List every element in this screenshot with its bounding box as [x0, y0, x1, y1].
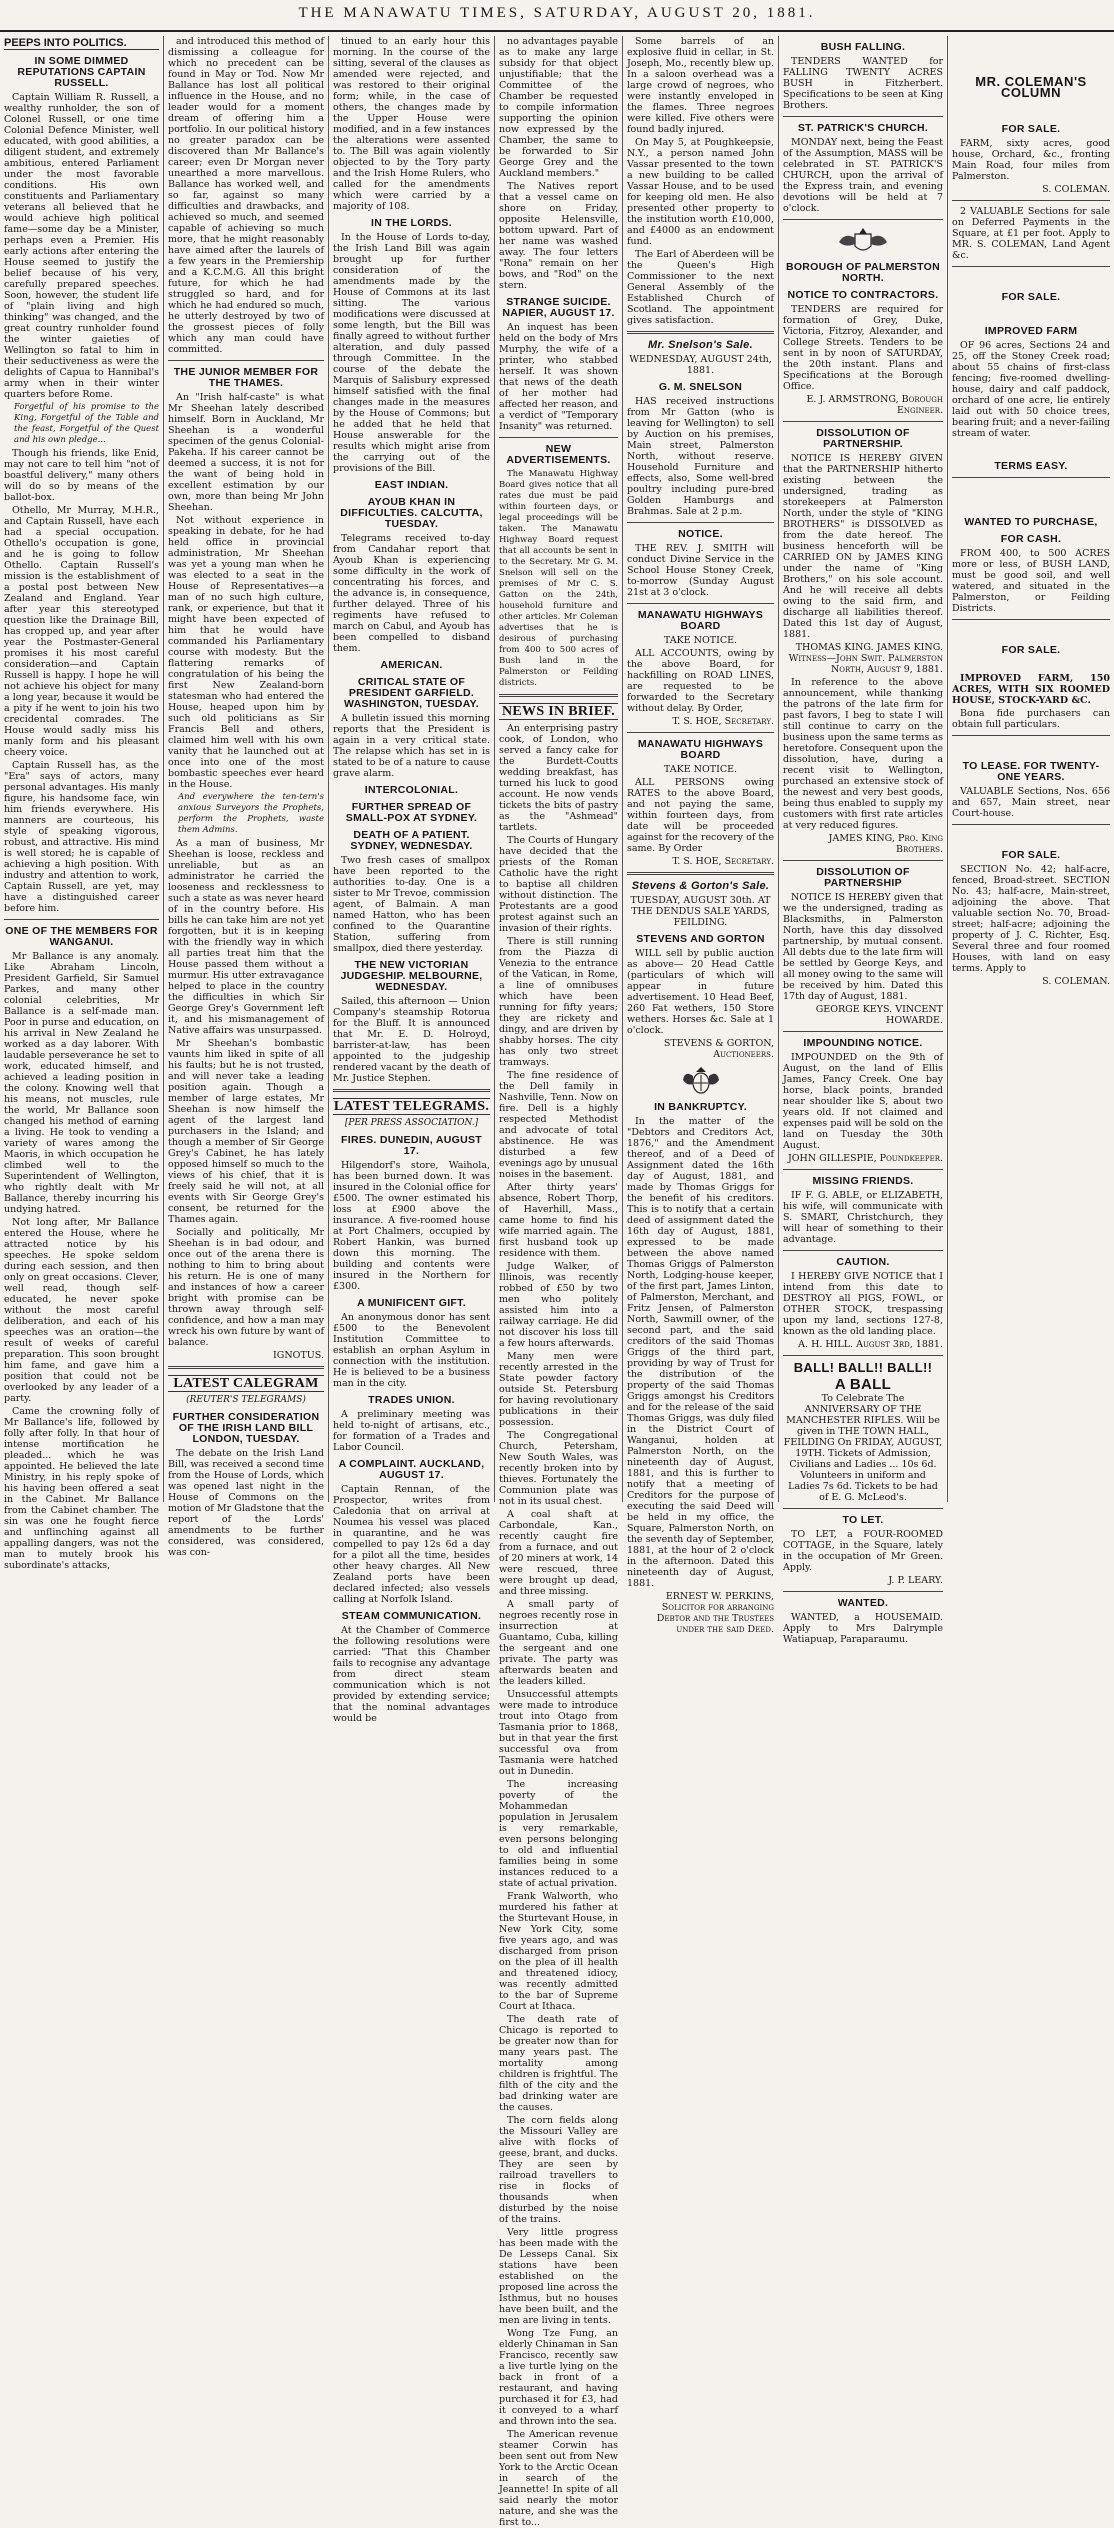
ad-body: In reference to the above announcement, while thanking the patrons of the late firm for past favors, I beg to state I will still continue to carry on the business upon the same terms as heretofore. Consequent upon the dissolution, have, during a recent visit to Wellington, purchased an extensive stock of the newest and very best goods, being thus enabled to supply my customers with first rate articles at very reduced figures.	[783, 677, 943, 831]
ad-body: THE REV. J. SMITH will conduct Divine Service in the School House Stoney Creek, to-morrow (Sunday August 21st at 3 o'clock.	[627, 543, 774, 598]
ad-body: FARM, sixty acres, good house, Orchard, &c., fronting Main Road, four miles from Palmerston.	[952, 138, 1110, 182]
ad-body: In the matter of the "Debtors and Creditors Act, 1876," and the Amendment thereof, and of a Deed of Assignment dated the 16th day of August, 1881, and made by Thomas Griggs for the benefit of his creditors. This is to notify that a certain deed of assignment dated the 16th day of August, 1881, expressed to be made between the above named Thomas Griggs of Palmerston North, Lodging-house keeper, of the first part, James Linton, of Palmerston, Merchant, and Fritz Jensen, of Palmerston North, Sawmill owner, of the second part, and the said creditors of the said Thomas Griggs of the third part, providing by way of Trust for the distribution of the property of the said Thomas Griggs amongst his Creditors and for the release of the said Thomas Griggs, was duly filed in the District Court of Wanganui, holden at Palmerston North, on the nineteenth day of August, 1881, and this is further to notify that a meeting of Creditors for the purpose of executing the said Deed will be held in my office, the Square, Palmerston North, on the seventh day of September, 1881, at the hour of 2 o'clock in the afternoon. Dated this nineteenth day of August, 1881.	[627, 1116, 774, 1589]
divider	[783, 219, 943, 220]
paragraph: As a man of business, Mr Sheehan is loose, reckless and unreliable, but as an administrator he carried the looseness and recklessness to such a state as was never heard of in the country before. His bills he can take him are not yet forgotten, but it is in keeping with the friendly way in which all parties treat him that the House passed them without a murmur. His utter extravagance helped to place in the country the difficulties in which Sir George Grey's Government left it, and his mismanagement of Native affairs was unsurpassed.	[168, 838, 324, 1036]
section-banner: NEWS IN BRIEF.	[499, 703, 618, 720]
column-3	[328, 36, 494, 1724]
ad-signature: THOMAS KING. JAMES KING. Witness—John Swit. Palmerston North, August 9, 1881.	[788, 642, 943, 675]
paragraph: Some barrels of an explosive fluid in cellar, in St. Joseph, Mo., recently blew up. In a saloon overhead was a large crowd of negroes, who were instantly enveloped in the flames. Three negroes were killed. Five others were found badly injured.	[627, 36, 774, 135]
ad-heading: IMPROVED FARM	[984, 325, 1078, 337]
ad-heading: Mr. Snelson's Sale.	[648, 339, 753, 351]
ad-body: WANTED, a HOUSEMAID. Apply to Mrs Dalrymple Watiapuap, Paraparaumu.	[783, 1612, 943, 1645]
ad-subheading: TAKE NOTICE.	[663, 635, 738, 646]
ad-heading: A BALL	[834, 1376, 892, 1393]
divider	[783, 1591, 943, 1592]
divider	[783, 1250, 943, 1251]
ad-heading: MISSING FRIENDS.	[812, 1175, 914, 1187]
divider	[4, 919, 159, 920]
ad-heading: FOR SALE.	[1001, 849, 1061, 861]
column-4	[494, 36, 622, 2528]
ad-heading: BALL! BALL!! BALL!!	[793, 1360, 933, 1375]
newspaper-page	[0, 32, 1114, 2528]
divider	[627, 732, 774, 733]
divider	[783, 116, 943, 117]
ad-body: NOTICE IS HEREBY GIVEN that the PARTNERSHIP hitherto existing between the undersigned, trading as storekeepers at Palmerston North, under the style of "KING BROTHERS" is DISSOLVED as from the date hereof. The business henceforth will be CARRIED ON by JAMES KING under the name of "King Brothers," on his sole account. And he will receive all debts owing to the said firm, and discharge all liabilities thereof. Dated this 1st day of August, 1881.	[783, 453, 943, 640]
ad-date: WEDNESDAY, AUGUST 24th, 1881.	[629, 354, 772, 376]
divider	[627, 872, 774, 875]
paragraph: Not without experience in speaking in debate, for he had held office in provincial administration, Mr Sheehan was yet a young man when he was elected to a seat in the House of Representatives—a man of no such high culture, rank, or experience, but that it might have been expected of him that he would have commanded his Parliamentary course with modesty. But the flattering remarks of congratulation of his being the first New Zealand-born statesman who had entered the House, heaped upon him by such old politicians as Sir Francis Bell and others, claimed him well with his own vanity that he launched out at once into one of the most bombastic speeches ever heard in the House.	[168, 515, 324, 790]
ad-signature: T. S. HOE, Secretary.	[672, 856, 774, 867]
article-heading: FIRES. DUNEDIN, AUGUST 17.	[341, 1134, 482, 1157]
divider	[952, 735, 1110, 736]
divider	[499, 694, 618, 697]
ad-heading: BUSH FALLING.	[820, 41, 906, 53]
ad-heading: FOR SALE.	[1001, 644, 1061, 656]
divider	[952, 200, 1110, 201]
paragraph: The death rate of Chicago is reported to be greater now than for many years past. The mortality among children is frightful. The filth of the city and the bad drinking water are the causes.	[499, 2014, 618, 2113]
column-7	[947, 36, 1114, 1502]
column-2	[163, 36, 328, 1558]
byline: IGNOTUS.	[273, 1350, 324, 1361]
paragraph: At the Chamber of Commerce the following resolutions were carried: "That this Chamber fails to recognise any advantage from direct steam communication which is not provided by extending service; that the nominal advantages would be	[333, 1625, 490, 1724]
divider	[952, 619, 1110, 620]
ad-signature: GEORGE KEYS. VINCENT HOWARDE.	[815, 1004, 943, 1026]
paragraph: Hilgendorf's store, Waihola, has been burned down. It was insured in the Colonial office for £500. The owner estimated his loss at £900 above the insurance. A five-roomed house at Port Chalmers, occupied by Robert Hankin, was burned down this morning. The building and contents were insured in the Northern for £300.	[333, 1160, 490, 1292]
ad-heading: WANTED TO PURCHASE,	[964, 516, 1098, 528]
verse-quote: And everywhere the ten-tern's anxious Surveyors the Prophets, perform the Prophets, waste them Admins.	[178, 792, 324, 835]
article-heading: TRADES UNION.	[368, 1394, 455, 1406]
paragraph: Telegrams received to-day from Candahar report that Ayoub Khan is experiencing some difficulty in the work of concentrating his forces, and the advance is, in consequence, further delayed. Three of his regiments have refused to march on Cabul, and Ayoub has been compelled to disband them.	[333, 533, 490, 654]
article-heading: STEAM COMMUNICATION.	[341, 1610, 482, 1622]
paragraph: The Courts of Hungary have decided that the priests of the Roman Catholic have the right to baptise all children without distinction. The Protestants are a good protest against such an invasion of their rights.	[499, 835, 618, 934]
article-heading: THE NEW VICTORIAN JUDGESHIP. MELBOURNE, WEDNESDAY.	[340, 959, 483, 993]
article-heading: A MUNIFICENT GIFT.	[357, 1297, 466, 1309]
ad-body: ALL ACCOUNTS, owing by the above Board, for hackfilling on ROAD LINES, are requested to be forwarded to the Secretary without delay. By Order,	[627, 648, 774, 714]
ad-body: OF 96 acres, Sections 24 and 25, off the Stoney Creek road; about 55 chains of first-class fencing; five-roomed dwelling-house, dairy and calf paddock, orchard of one acre, lie entirely laid out with 50 choice trees, bearing fruit; and a never-failing stream of water.	[952, 340, 1110, 439]
divider	[952, 266, 1110, 267]
paragraph: Came the crowning folly of Mr Ballance's life, followed by folly after folly. In that hour of intense mortification he pleaded... which he was appointed. He believed the late Ministry, in his reply spoke of his having been offered a seat in the Cabinet. Mr Ballance from the Cabinet chamber. The sin was one he fought fierce and unflinching against all appalling dangers, was not the man to mutely brook his subordinate's attacks,	[4, 1406, 159, 1571]
paragraph: The increasing poverty of the Mohammedan population in Jerusalem is very remarkable, even persons belonging to old and influential families being in some instances reduced to a state of actual privation.	[499, 1779, 618, 1889]
article-heading: AMERICAN.	[380, 659, 443, 671]
article-heading: CRITICAL STATE OF PRESIDENT GARFIELD. WASHINGTON, TUESDAY.	[344, 676, 479, 710]
paragraph: Not long after, Mr Ballance entered the House, where he attracted notice by his speeches. He spoke seldom during each session, and then only on great occasions. Clever, well read, though self-educated, he never spoke without the most careful deliberation, and each of his speeches was an oration—the result of weeks of careful preparation. This soon brought him fame, and gave him a position that could not be overlooked by any leader of a party.	[4, 1217, 159, 1404]
ad-body: VALUABLE Sections, Nos. 656 and 657, Main street, near Court-house.	[952, 786, 1110, 819]
article-heading: INTERCOLONIAL.	[364, 784, 459, 796]
article-heading: EAST INDIAN.	[374, 479, 449, 491]
ad-body: IMPROVED FARM, 150 ACRES, WITH SIX ROOMED HOUSE, STOCK-YARD &C.	[952, 673, 1110, 706]
ad-heading: FOR CASH.	[1000, 533, 1062, 545]
paragraph: An inquest has been held on the body of Mrs Murphy, the wife of a printer, who stabbed herself. It was shown that news of the death of her mother had affected her reason, and a verdict of "Temporary Insanity" was returned.	[499, 322, 618, 432]
ad-heading: TERMS EASY.	[994, 460, 1068, 472]
ad-body: Bona fide purchasers can obtain full particulars.	[952, 708, 1110, 730]
divider	[952, 824, 1110, 825]
ad-body: NOTICE IS HEREBY given that we the undersigned, trading as Blacksmiths, in Palmerston North, have this day dissolved partnership, by mutual consent. All debts due to the late firm will be settled by George Keys, and all money owing to the same will be received by him. Dated this 17th day of August, 1881.	[783, 892, 943, 1002]
divider	[168, 360, 324, 361]
auctioneer-name: STEVENS AND GORTON	[636, 933, 765, 945]
paragraph: A bulletin issued this morning reports that the President is again in a very critical state. The relapse which has set in is stated to be of a nature to cause grave alarm.	[333, 713, 490, 779]
ad-heading: FOR SALE.	[1001, 291, 1061, 303]
ad-heading: BOROUGH OF PALMERSTON NORTH.	[785, 261, 941, 284]
divider	[499, 437, 618, 438]
paragraph: tinued to an early hour this morning. In the course of the sitting, several of the clauses as amended were rejected, and was restored to their original form; while, in the case of others, the changes made by the Upper House were modified, and in a few instances the alterations were assented to. The Bill was again violently objected to by the Tory party and the Irish Home Rulers, who called for the amendments which were carried by a majority of 108.	[333, 36, 490, 212]
ad-body: I HEREBY GIVE NOTICE that I intend from this date to DESTROY all PIGS, FOWL, or OTHER STOCK, trespassing upon my land, sections 127-8, known as the old landing place.	[783, 1271, 943, 1337]
paragraph: The Manawatu Highway Board gives notice that all rates due must be paid within fourteen days, or legal proceedings will be taken. The Manawatu Highway Board request that all accounts be sent in to the Secretary. Mr G. M. Snelson will sell on the premises of Mr C. S. Gatton on the 24th, household furniture and other articles. Mr Coleman advertises that he is desirous of purchasing from 400 to 500 acres of Bush land in the Palmerston or Feilding districts.	[499, 469, 618, 688]
ad-body: 2 VALUABLE Sections for sale on Deferred Payments in the Square, at £1 per foot. Apply to MR. S. COLEMAN, Land Agent &c.	[952, 206, 1110, 261]
ad-body: To Celebrate The ANNIVERSARY OF THE MANCHESTER RIFLES. Will be given in THE TOWN HALL, FEILDING On FRIDAY, AUGUST, 19TH. Tickets of Admission, Civilians and Ladies ... 10s 6d. Volunteers in uniform and Ladies 7s 6d. Tickets to be had of E. G. McLeod's.	[783, 1393, 943, 1503]
divider	[783, 860, 943, 861]
paragraph: An enterprising pastry cook, of London, who served a fancy cake for the Burdett-Coutts wedding breakfast, has turned his luck to good account. He now vends tickets the bits of pastry as the "Ashmead" tartlets.	[499, 723, 618, 833]
paragraph: The corn fields along the Missouri Valley are alive with flocks of geese, brant, and ducks. They are seen by railroad travellers to rise in flocks of thousands when disturbed by the noise of the trains.	[499, 2115, 618, 2225]
paragraph: Two fresh cases of smallpox have been reported to the authorities to-day. One is a sister to Mr Trevoe, commission agent, of Balmain. A man named Hatton, who has been confined to the Quarantine Station, suffering from smallpox, died there yesterday.	[333, 855, 490, 954]
divider	[627, 522, 774, 523]
verse-quote: Forgetful of his promise to the King, Forgetful of the Table and the feast, Forgetful of the Quest and his own pledge...	[14, 402, 159, 445]
divider	[783, 1169, 943, 1170]
divider	[783, 1031, 943, 1032]
paragraph: Unsuccessful attempts were made to introduce trout into Otago from Tasmania prior to 1868, but in that year the first successful ova from Tasmania were hatched out in Dunedin.	[499, 1689, 618, 1777]
divider	[783, 421, 943, 422]
paragraph: Sailed, this afternoon — Union Company's steamship Rotorua for the Bluff. It is announced that Mr. E. D. Holroyd, barrister-at-law, has been appointed to the judgeship rendered vacant by the death of Mr. Justice Stephen.	[333, 996, 490, 1084]
ad-heading: IN BANKRUPTCY.	[654, 1101, 747, 1113]
ad-body: HAS received instructions from Mr Gatton (who is leaving for Wellington) to sell by Auction on his premises, Main street, Palmerston North, without reserve. Household Furniture and effects, also, Some well-bred poultry including pure-bred Golden Hamburgs and Brahmas. Sale at 2 p.m.	[627, 396, 774, 517]
section-subtitle: [PER PRESS ASSOCIATION.]	[344, 1118, 479, 1128]
ad-signature: E. J. ARMSTRONG, Borough Engineer.	[806, 394, 943, 416]
paragraph: The Natives report that a vessel came on shore on Friday, opposite Helensville, bottom upward. Part of her name was washed away. The four letters "Rona" remain on her bows, and "Rod" on the stern.	[499, 181, 618, 291]
article-heading: IN SOME DIMMED REPUTATIONS CAPTAIN RUSSELL.	[17, 55, 146, 89]
article-heading: AYOUB KHAN IN DIFFICULTIES. CALCUTTA, TUESDAY.	[340, 496, 483, 530]
ad-heading: TO LEASE. FOR TWENTY-ONE YEARS.	[962, 760, 1100, 783]
paragraph: An "Irish half-caste" is what Mr Sheehan lately described himself. Born in Auckland, Mr Sheehan is a wonderful specimen of the genus Colonial-Pakeha. If his career cannot be deemed a success, it is not for the want of being hold in excellent estimation by our own, more than being Mr John Sheehan.	[168, 392, 324, 513]
paragraph: Socially and politically, Mr Sheehan is in bad odour, and once out of the arena there is nothing to him to bring about his return. He is one of many and instances of how a career bright with promise can be thrown away through self-confidence, and how a man may wreck his own future by want of balance.	[168, 1227, 324, 1348]
borough-crest-icon	[783, 226, 943, 256]
paragraph: Frank Walworth, who murdered his father at the Sturtevant House, in New York City, some five years ago, and was discharged from prison on the plea of ill health and threatened idiocy, was recently admitted to the bar of Supreme Court at Ithaca.	[499, 1891, 618, 2012]
divider	[168, 1366, 324, 1369]
ad-heading: FOR SALE.	[1001, 123, 1061, 135]
paragraph: The debate on the Irish Land Bill, was received a second time from the House of Lords, which was opened last night in the House of Commons on the motion of Mr Gladstone that the report of the Lords' amendments to be further considered, was considered, was con-	[168, 1448, 324, 1558]
section-banner: LATEST CALEGRAM	[168, 1375, 324, 1392]
paragraph: After thirty years' absence, Robert Thorp, of Haverhill, Mass., came home to find his wife married again. The first husband took up residence with them.	[499, 1182, 618, 1259]
article-heading: FURTHER CONSIDERATION OF THE IRISH LAND BILL LONDON, TUESDAY.	[172, 1411, 320, 1445]
section-subtitle: (REUTER'S TELEGRAMS)	[186, 1395, 306, 1405]
ad-signature: A. H. HILL. August 3rd, 1881.	[798, 1339, 943, 1350]
royal-crest-icon	[627, 1066, 774, 1096]
paragraph: Many men were recently arrested in the State powder factory outside St. Petersburg for having revolutionary publications in their possession.	[499, 1351, 618, 1428]
paragraph: Wong Tze Fung, an elderly Chinaman in San Francisco, recently saw a live turtle lying on the back in front of a restaurant, and having purchased it for £3, had it conveyed to a wharf and thrown into the sea.	[499, 2328, 618, 2427]
ad-heading: MANAWATU HIGHWAYS BOARD	[637, 609, 764, 632]
ad-signature: JAMES KING, Pro. King Brothers.	[828, 833, 943, 855]
paragraph: The fine residence of the Dell family in Nashville, Tenn. Now on fire. Dell is a highly respected Methodist and advocate of total abstinence. He was disturbed a few evenings ago by unusual noises in the basement.	[499, 1070, 618, 1180]
ad-heading: TO LET.	[842, 1514, 884, 1526]
divider	[783, 1355, 943, 1356]
ad-heading: NOTICE TO CONTRACTORS.	[787, 289, 939, 301]
paragraph: Though his friends, like Enid, may not care to tell him "not of boastful delivery," many others will do so by means of the ballot-box.	[4, 448, 159, 503]
section-banner: LATEST TELEGRAMS.	[333, 1099, 490, 1114]
paragraph: Judge Walker, of Illinois, was recently robbed of £50 by two men who politely assisted him into a railway carriage. He did not discover his loss till a few hours afterwards.	[499, 1261, 618, 1349]
section-kicker: PEEPS INTO POLITICS.	[4, 38, 159, 50]
article-heading: STRANGE SUICIDE. NAPIER, AUGUST 17.	[502, 296, 615, 319]
divider	[783, 1508, 943, 1509]
ad-heading: ST. PATRICK'S CHURCH.	[797, 122, 929, 134]
divider	[333, 1089, 490, 1092]
article-heading: DEATH OF A PATIENT. SYDNEY, WEDNESDAY.	[350, 829, 473, 852]
paragraph: Captain Russell has, as the "Era" says of actors, many personal advantages. His manly figure, his handsome face, win him friends everywhere. His manners are courteous, his style of speaking vigorous, robust, and attractive. His mind is well stored; he is capable of achieving a high position. With industry and attention to work, Captain Russell, are yet, may have a distinguished career before him.	[4, 760, 159, 914]
paragraph: An anonymous donor has sent £500 to the Benevolent Institution Committee to establish an orphan Asylum in connection with the institution. He is believed to be a business man in the city.	[333, 1312, 490, 1389]
ad-body: TO LET, a FOUR-ROOMED COTTAGE, in the Square, lately in the occupation of Mr Green. Apply.	[783, 1529, 943, 1573]
paragraph: There is still running from the Piazza di Venezia to the entrance of the Vatican, in Rome, a line of omnibuses which have been running for fifty years; they are rickety and dingy, and are driven by shabby horses. The city has only two street tramways.	[499, 936, 618, 1068]
article-heading: FURTHER SPREAD OF SMALL-POX AT SYDNEY.	[345, 801, 478, 824]
paragraph: no advantages payable as to make any large subsidy for that object unjustifiable; that the Committee of the Chamber be requested to compile information supporting the opinion now expressed by the Chamber, the same to be forwarded to Sir George Grey and the Auckland members."	[499, 36, 618, 179]
paragraph: Captain Rennan, of the Prospector, writes from Caledonia that on arrival at Noumea his vessel was placed in quarantine, and he was compelled to pay 12s 6d a day for a pilot all the time, besides other heavy charges. All New Zealand ports have been declared infected; also vessels calling at Norfolk Island.	[333, 1484, 490, 1605]
auctioneer-name: G. M. SNELSON	[658, 381, 743, 393]
ad-body: SECTION No. 42; half-acre, fenced, Broad-street. SECTION No. 43; half-acre, Main-street, adjoining the above. That valuable section No. 70, Broad-street; half-acre; adjoining the property of J. C. Richter, Esq. Several three and four roomed Houses, with land on easy terms. Apply to	[952, 864, 1110, 974]
ad-body: MONDAY next, being the Feast of the Assumption, MASS will be celebrated in ST. PATRICK'S CHURCH, upon the arrival of the Express train, and evening devotions will be held at 7 o'clock.	[783, 137, 943, 214]
ad-body: IF F. G. ABLE, or ELIZABETH, his wife, will communicate with S. SMART, Christchurch, they will hear of something to their advantage.	[783, 1190, 943, 1245]
paragraph: Very little progress has been made with the De Lesseps Canal. Six stations have been established on the proposed line across the Isthmus, but no houses have been built, and the men are living in tents.	[499, 2227, 618, 2326]
ad-heading: MANAWATU HIGHWAYS BOARD	[637, 738, 764, 761]
article-heading: NEW ADVERTISEMENTS.	[506, 443, 611, 466]
paragraph: Mr Ballance is any anomaly. Like Abraham Lincoln, President Garfield, Sir Samuel Parkes, and many other colonial celebrities, Mr Ballance is a self-made man. Poor in purse and education, on his arrival in New Zealand he worked as a day laborer. With laudable perseverance he set to work, educated himself, and achieved a leading position in the colony. Knowing well that his means, not muscles, rule the world, Mr Ballance soon changed his method of earning a living. He took to vending a variety of wares among the Maoris, in which occupation he climbed well to the Superintendent of Wellington, who rightly dealt with Mr Ballance, thereby incurring his undying hatred.	[4, 951, 159, 1215]
ad-heading: CAUTION.	[836, 1256, 890, 1268]
ad-heading: DISSOLUTION OF PARTNERSHIP.	[816, 427, 910, 450]
paragraph: The Congregational Church, Petersham, New South Wales, was recently broken into by thieves. Fortunately the Communion plate was not in its usual chest.	[499, 1430, 618, 1507]
column-banner: MR. COLEMAN'S COLUMN	[975, 74, 1087, 100]
divider	[952, 477, 1110, 478]
ad-signature: T. S. HOE, Secretary.	[672, 716, 774, 727]
ad-signature: S. COLEMAN.	[1042, 976, 1110, 987]
column-1	[0, 36, 163, 1571]
ad-signature: STEVENS & GORTON, Auctioneers.	[663, 1038, 774, 1060]
ad-heading: Stevens & Gorton's Sale.	[631, 880, 770, 892]
paragraph: A preliminary meeting was held to-night of artisans, etc., for formation of a Trades and Labor Council.	[333, 1409, 490, 1453]
divider	[627, 331, 774, 334]
paragraph: Othello, Mr Murray, M.H.R., and Captain Russell, have each had a special occupation. Othello's occupation is gone, and he is going to follow Othello. Captain Russell's mission is the establishment of a postal post between New Zealand and England. Year after year this stereotyped question like the Drainage Bill, has cropped up, and year after year the Postmaster-General promises it his most careful consideration—and Captain Russell is happy. I hope he will not achieve his object for many a long year, because it would be a pity if he went to join his two crecidental comrades. The House would sadly miss his manly form and his pleasant cheery voice.	[4, 505, 159, 758]
paragraph: The Earl of Aberdeen will be the Queen's High Commissioner to the next General Assembly of the Established Church of Scotland. The appointment gives satisfaction.	[627, 249, 774, 326]
masthead: THE MANAWATU TIMES, SATURDAY, AUGUST 20, 1881.	[0, 0, 1114, 32]
ad-body: TENDERS are required for formation of Grey, Duke, Victoria, Fitzroy, Alexander, and College Streets. Tenders to be sent in by noon of SATURDAY, the 20th instant. Plans and Specifications at the Borough Office.	[783, 304, 943, 392]
ad-heading: NOTICE.	[678, 528, 723, 540]
paragraph: A coal shaft at Carbondale, Kan., recently caught fire from a furnace, and out of 20 miners at work, 14 were rescued, three were brought up dead, and three missing.	[499, 1509, 618, 1597]
ad-body: ALL PERSONS owing RATES to the above Board, and not paying the same, within fourteen days, from date will be proceeded against for the recovery of the same. By Order	[627, 777, 774, 854]
ad-heading: WANTED.	[837, 1597, 889, 1609]
paragraph: In the House of Lords to-day, the Irish Land Bill was again brought up for further consideration of the amendments made by the House of Commons at its last sitting. The various modifications were discussed at some length, but the Bill was finally agreed to without further alteration, and duly passed through Committee. In the course of the debate the Marquis of Salisbury expressed himself satisfied with the final changes made in the measures by the House of Commons; but he added that he held that House answerable for the results which might arise from the carrying out of the provisions of the Bill.	[333, 232, 490, 474]
article-heading: THE JUNIOR MEMBER FOR THE THAMES.	[173, 366, 319, 389]
ad-body: IMPOUNDED on the 9th of August, on the land of Ellis James, Fancy Creek. One bay horse, black points, branded near shoulder like S, about two years old. If not claimed and expenses paid will be sold on the land on Tuesday the 30th August.	[783, 1052, 943, 1151]
ad-signature: S. COLEMAN.	[1042, 184, 1110, 195]
ad-heading: IMPOUNDING NOTICE.	[803, 1037, 923, 1049]
ad-body: WILL sell by public auction as above— 20 Head Cattle (particulars of which will appear in future advertisement. 10 Head Beef, 260 Fat wethers, 150 Store wethers. Horses &c. Sale at 1 o'clock.	[627, 948, 774, 1036]
ad-subheading: TAKE NOTICE.	[663, 764, 738, 775]
divider	[627, 603, 774, 604]
ad-date: TUESDAY, AUGUST 30th. AT THE DENDUS SALE YARDS, FEILDING.	[630, 895, 771, 928]
paragraph: On May 5, at Poughkeepsie, N.Y., a person named John Vassar presented to the town a new building to be called Vassar House, and to be used for keeping old men. He also presented other property to the institution worth £10,000, and £4000 as an endowment fund.	[627, 137, 774, 247]
paragraph: Captain William R. Russell, a wealthy runholder, the son of Colonel Russell, or one time Colonial Defence Minister, well educated, with good abilities, a diligent student, and extremely ambitious, entered Parliament under the most favorable conditions. His own constituents and Parliamentary veterans all believed that he would achieve high political fame—some day be a Minister, perhaps even a Premier. His early actions after entering the House seemed to justify the belief because of his very, carefully prepared speeches. Soon, however, the student life of "plain living and high thinking" was changed, and the great country runholder found the winter gaieties of Wellington so fatal to him in their seductiveness as were the delights of Capua to Hannibal's army when in their winter quarters before Rome.	[4, 92, 159, 400]
ad-heading: DISSOLUTION OF PARTNERSHIP	[816, 866, 910, 889]
article-heading: ONE OF THE MEMBERS FOR WANGANUI.	[5, 925, 158, 948]
ad-signature: ERNEST W. PERKINS, Solicitor for arranging Debtor and the Trustees under the said Deed.	[656, 1591, 774, 1635]
paragraph: and introduced this method of dismissing a colleague for which no precedent can be found in May or Tod. Now Mr Ballance has lost all political influence in the House, and no leader would for a moment dream of offering him a portfolio. In our political history no greater paradox can be discovered than Mr Ballance's career; even Dr Morgan never unearthed a more marvellous. Ballance has worked well, and so far, against so many difficulties and drawbacks, and achieved so much, and seemed capable of achieving so much more, that he might reasonably have aimed after the laurels of a few years in the Premiership and a K.C.M.G. All this bright future, for which he had struggled so hard, and for which he had endured so much, he utterly destroyed by two of the grossest pieces of folly which any man could have committed.	[168, 36, 324, 355]
article-heading: A COMPLAINT. AUCKLAND, AUGUST 17.	[338, 1458, 485, 1481]
paragraph: Mr Sheehan's bombastic vaunts him liked in spite of all his faults; but he is not trusted, and will never take a leading position again. Though a member of large estates, Mr Sheehan is now himself the agent of the largest land purchasers in the Island; and though a member of Sir George Grey's Cabinet, he has lately opposed himself so much to the views of his chief, that it is freely said he will not, at all events with Sir George Grey's consent, be returned for the Thames again.	[168, 1038, 324, 1225]
column-6	[778, 36, 947, 1645]
paragraph: The American revenue steamer Corwin has been sent out from New York to the Arctic Ocean in search of the Jeannette! In spite of all said nearly the motor nature, and she was the first to...	[499, 2429, 618, 2528]
ad-body: TENDERS WANTED for FALLING TWENTY ACRES BUSH in Fitzherbert. Specifications to be seen at King Brothers.	[783, 56, 943, 111]
paragraph: A small party of negroes recently rose in insurrection at Guantamo, Cuba, killing the sergeant and one private. The party was afterwards beaten and the leaders killed.	[499, 1599, 618, 1687]
ad-body: FROM 400, to 500 ACRES more or less, of BUSH LAND, must be good soil, and well watered, and situated in the Palmerston, or Feilding Districts.	[952, 548, 1110, 614]
ad-signature: J. P. LEARY.	[888, 1575, 943, 1586]
article-heading: IN THE LORDS.	[371, 217, 452, 229]
column-5	[622, 36, 778, 1635]
ad-signature: JOHN GILLESPIE, Poundkeeper.	[787, 1153, 943, 1164]
